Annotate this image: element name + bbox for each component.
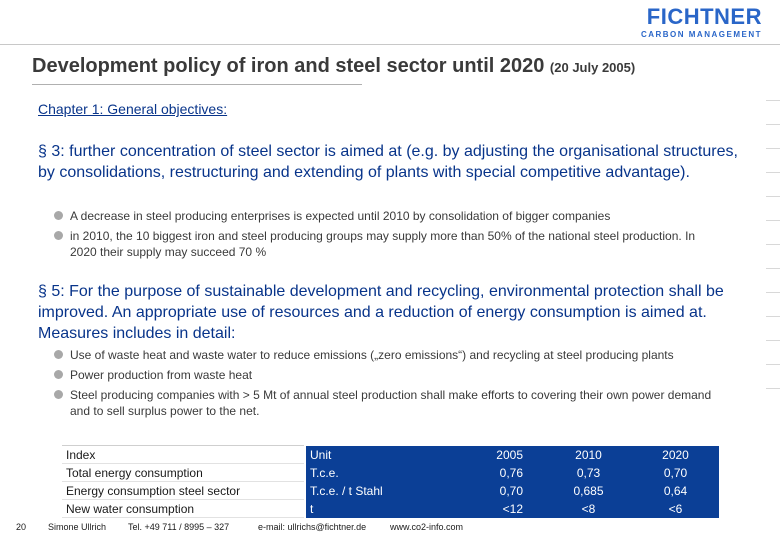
logo-name: FICHTNER [646, 4, 762, 29]
section-5-text: § 5: For the purpose of sustainable development and recycling, environmental protection shall be improved. An appropriate use of resources and a reduction of energy consumption is aimed at. Measures includes in detail: [38, 283, 724, 342]
table-row [62, 482, 719, 500]
right-decoration [766, 100, 780, 420]
table-cell: 0,685 [545, 482, 632, 500]
slide-title [32, 55, 635, 78]
footer-website: www.co2-info.com [390, 522, 464, 532]
table-cell: 0,76 [440, 464, 545, 482]
section-5-bullets [54, 347, 724, 423]
footer-phone: Tel. +49 711 / 8995 – 327 [128, 522, 230, 532]
bullet-text: A decrease in steel producing enterprises is expected until 2010 by consolidation of bigger companies [70, 209, 611, 223]
list-item [54, 387, 724, 419]
table-row [62, 500, 719, 518]
table-cell: 0,70 [632, 464, 719, 482]
list-item [54, 208, 724, 224]
chapter-heading: Chapter 1: General objectives: [38, 101, 228, 117]
table-cell: New water consumption [62, 500, 305, 518]
header-divider [0, 44, 780, 45]
header-cell: 2020 [632, 446, 719, 464]
bullet-icon [54, 390, 63, 399]
title-underline [32, 84, 362, 85]
list-item [54, 367, 724, 383]
bullet-icon [54, 370, 63, 379]
energy-targets-table [62, 445, 719, 518]
bullet-text: in 2010, the 10 biggest iron and steel producing groups may supply more than 50% of the national steel production. In 2020 their supply may succeed 70 % [70, 229, 696, 259]
fichtner-logo [641, 6, 762, 39]
header-cell: Unit [305, 446, 440, 464]
table-cell: Energy consumption steel sector [62, 482, 305, 500]
bullet-text: Power production from waste heat [70, 368, 253, 382]
table-cell: T.c.e. [305, 464, 440, 482]
table-cell: Total energy consumption [62, 464, 305, 482]
page-number: 20 [16, 522, 27, 532]
section-3-text: § 3: further concentration of steel sector is aimed at (e.g. by adjusting the organisational structures, by consolidations, restructuring and extending of plants with special competitive advantage). [38, 143, 738, 181]
table-cell: 0,70 [440, 482, 545, 500]
list-item [54, 347, 724, 363]
bullet-text: Steel producing companies with > 5 Mt of annual steel production shall make efforts to covering their own power demand and to sell surplus power to the net. [70, 388, 712, 418]
header-cell: Index [62, 446, 305, 464]
table-cell: <8 [545, 500, 632, 518]
table-row [62, 464, 719, 482]
header-cell: 2005 [440, 446, 545, 464]
bullet-icon [54, 231, 63, 240]
footer-author: Simone Ullrich [48, 522, 107, 532]
table-header-row [62, 446, 719, 464]
bullet-text: Use of waste heat and waste water to reduce emissions („zero emissions“) and recycling at steel producing plants [70, 348, 674, 362]
table-cell: <12 [440, 500, 545, 518]
logo-subtitle: CARBON MANAGEMENT [640, 30, 762, 39]
header-cell: 2010 [545, 446, 632, 464]
section-3-bullets [54, 208, 724, 264]
title-date: (20 July 2005) [549, 60, 636, 75]
title-main: Development policy of iron and steel sector until 2020 [32, 55, 545, 77]
bullet-icon [54, 350, 63, 359]
table-cell: <6 [632, 500, 719, 518]
table-cell: T.c.e. / t Stahl [305, 482, 440, 500]
table-cell: t [305, 500, 440, 518]
table-cell: 0,73 [545, 464, 632, 482]
list-item [54, 228, 724, 260]
table-cell: 0,64 [632, 482, 719, 500]
footer-email: e-mail: ullrichs@fichtner.de [258, 522, 367, 532]
bullet-icon [54, 211, 63, 220]
